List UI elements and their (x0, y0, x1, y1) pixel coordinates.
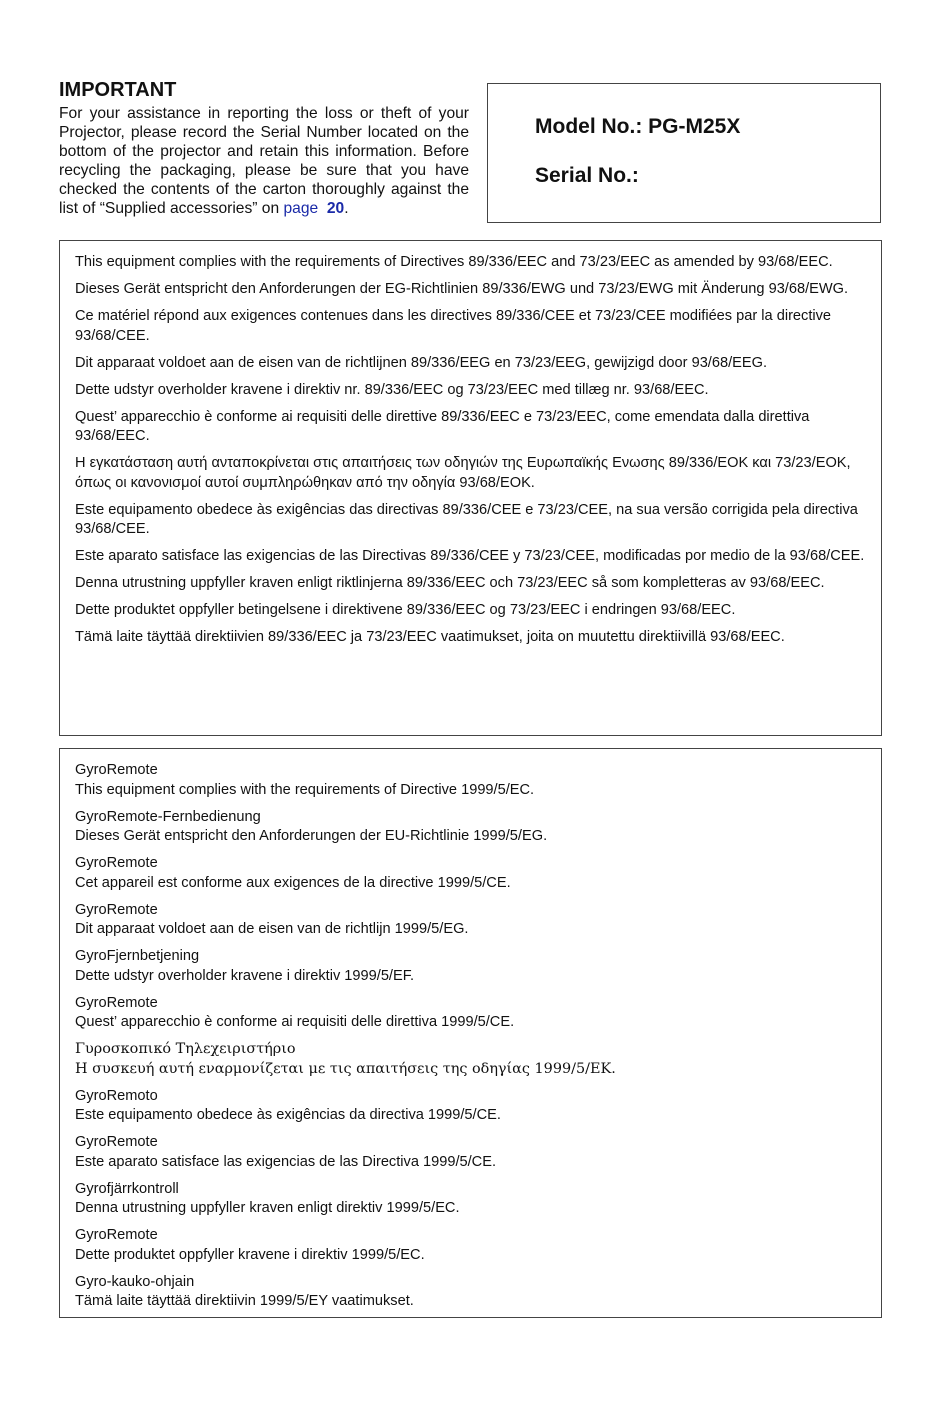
compliance-text: Dette udstyr overholder kravene i direktiv 1999/5/EF. (75, 967, 415, 984)
device-name: GyroRemote (75, 1134, 158, 1150)
compliance-text: This equipment complies with the requirements of Directive 1999/5/EC. (75, 781, 535, 798)
gyroremote-compliance-box (59, 748, 882, 1318)
directive-statement: Dette produktet oppfyller betingelsene i direktivene 89/336/EEC og 73/23/EEC i endringen 93/68/EEC. (75, 602, 736, 618)
gyroremote-entry (75, 1040, 867, 1079)
directive-statement: This equipment complies with the requirements of Directives 89/336/EEC and 73/23/EEC as amended by 93/68/EEC. (75, 254, 833, 270)
gyroremote-entry (75, 947, 867, 986)
important-end: . (344, 200, 349, 217)
gyroremote-entry (75, 854, 867, 893)
page-link-number[interactable]: 20 (326, 200, 345, 217)
compliance-text: Dieses Gerät entspricht den Anforderungen der EU-Richtlinie 1999/5/EG. (75, 828, 548, 844)
important-notice (59, 78, 469, 218)
compliance-text: Denna utrustning uppfyller kraven enligt direktiv 1999/5/EC. (75, 1200, 460, 1216)
directive-statement: Este aparato satisface las exigencias de las Directivas 89/336/CEE y 73/23/CEE, modificadas por medio de la 93/68/CEE. (75, 548, 865, 564)
compliance-text: Este equipamento obedece às exigências da directiva 1999/5/CE. (75, 1107, 501, 1123)
directive-statement: Ce matériel répond aux exigences contenues dans les directives 89/336/CEE et 73/23/CEE modifiées par la directive 93/68/CEE. (75, 308, 832, 344)
gyroremote-entry (75, 808, 867, 847)
gyroremote-entry (75, 1180, 867, 1219)
serial-number-label: Serial No.: (535, 164, 639, 187)
device-name: GyroRemote-Fernbedienung (75, 808, 261, 825)
important-heading: IMPORTANT (59, 79, 177, 101)
model-serial-box (487, 83, 881, 223)
device-name: GyroRemote (75, 855, 158, 871)
directive-statement: Denna utrustning uppfyller kraven enligt riktlinjerna 89/336/EEC och 73/23/EEC så som kompletteras av 93/68/EEC. (75, 575, 825, 591)
gyroremote-entry (75, 761, 867, 800)
device-name: GyroFjernbetjening (75, 948, 200, 964)
device-name: GyroRemote (75, 1227, 158, 1243)
directive-statement: Este equipamento obedece às exigências das directivas 89/336/CEE e 73/23/CEE, na sua versão corrigida pela directiva 93/68/CEE. (75, 501, 858, 537)
gyroremote-entry (75, 1226, 867, 1265)
compliance-text: Este aparato satisface las exigencias de las Directiva 1999/5/CE. (75, 1153, 497, 1170)
model-number: Model No.: PG-M25X (535, 115, 741, 138)
device-name: Γυροσκοπικό Τηλεχειριστήριο (75, 1041, 296, 1057)
compliance-text: Dette produktet oppfyller kravene i direktiv 1999/5/EC. (75, 1246, 425, 1263)
device-name: Gyrofjärrkontroll (75, 1180, 179, 1197)
page-link[interactable]: page (283, 200, 319, 217)
compliance-text: Quest’ apparecchio è conforme ai requisiti delle direttiva 1999/5/CE. (75, 1014, 515, 1030)
gyroremote-entry (75, 1133, 867, 1172)
gyroremote-entry (75, 901, 867, 940)
directive-statement: Η εγκατάσταση αυτή ανταποκρίνεται στις απαιτήσεις των οδηγιών της Ευρωπαϊκής Ενωσης 89/336/ΕΟΚ και 73/23/ΕΟΚ, όπως οι κανονισμοί αυτοί συμπληρώθηκαν από την οδηγία 93/68/ΕΟΚ. (75, 455, 851, 491)
gyroremote-entry (75, 994, 867, 1033)
device-name: Gyro-kauko-ohjain (75, 1273, 195, 1290)
directive-statement: Tämä laite täyttää direktiivien 89/336/EEC ja 73/23/EEC vaatimukset, joita on muutettu direktiivillä 93/68/EEC. (75, 629, 785, 645)
directive-statement: Dit apparaat voldoet aan de eisen van de richtlijnen 89/336/EEG en 73/23/EEG, gewijzigd door 93/68/EEG. (75, 354, 768, 371)
compliance-text: Η συσκευή αυτή εναρμονίζεται με τις απαιτήσεις της οδηγίας 1999/5/ΕΚ. (75, 1060, 616, 1077)
compliance-text: Cet appareil est conforme aux exigences de la directive 1999/5/CE. (75, 874, 511, 891)
gyroremote-entry (75, 1087, 867, 1126)
important-body: For your assistance in reporting the loss or theft of your Projector, please record the Serial Number located on the bottom of the projector and retain this information. Before recycling the packaging, please be sure that you have checked the contents of the carton thoroughly against the list of “Supplied accessories” on (59, 105, 469, 217)
device-name: GyroRemote (75, 994, 158, 1011)
device-name: GyroRemote (75, 762, 158, 778)
directive-compliance-box (59, 240, 882, 736)
important-text (59, 104, 469, 218)
compliance-text: Dit apparaat voldoet aan de eisen van de richtlijn 1999/5/EG. (75, 921, 469, 937)
gyroremote-entry (75, 1273, 867, 1312)
device-name: GyroRemoto (75, 1087, 158, 1104)
directive-statement: Dette udstyr overholder kravene i direktiv nr. 89/336/EEC og 73/23/EEC med tillæg nr. 93/68/EEC. (75, 381, 709, 398)
directive-statement: Quest’ apparecchio è conforme ai requisiti delle direttive 89/336/EEC e 73/23/EEC, come emendata dalla direttiva 93/68/EEC. (75, 408, 810, 444)
device-name: GyroRemote (75, 901, 158, 918)
compliance-text: Tämä laite täyttää direktiivin 1999/5/EY vaatimukset. (75, 1293, 414, 1309)
directive-statement: Dieses Gerät entspricht den Anforderungen der EG-Richtlinien 89/336/EWG und 73/23/EWG mit Änderung 93/68/EWG. (75, 281, 849, 297)
